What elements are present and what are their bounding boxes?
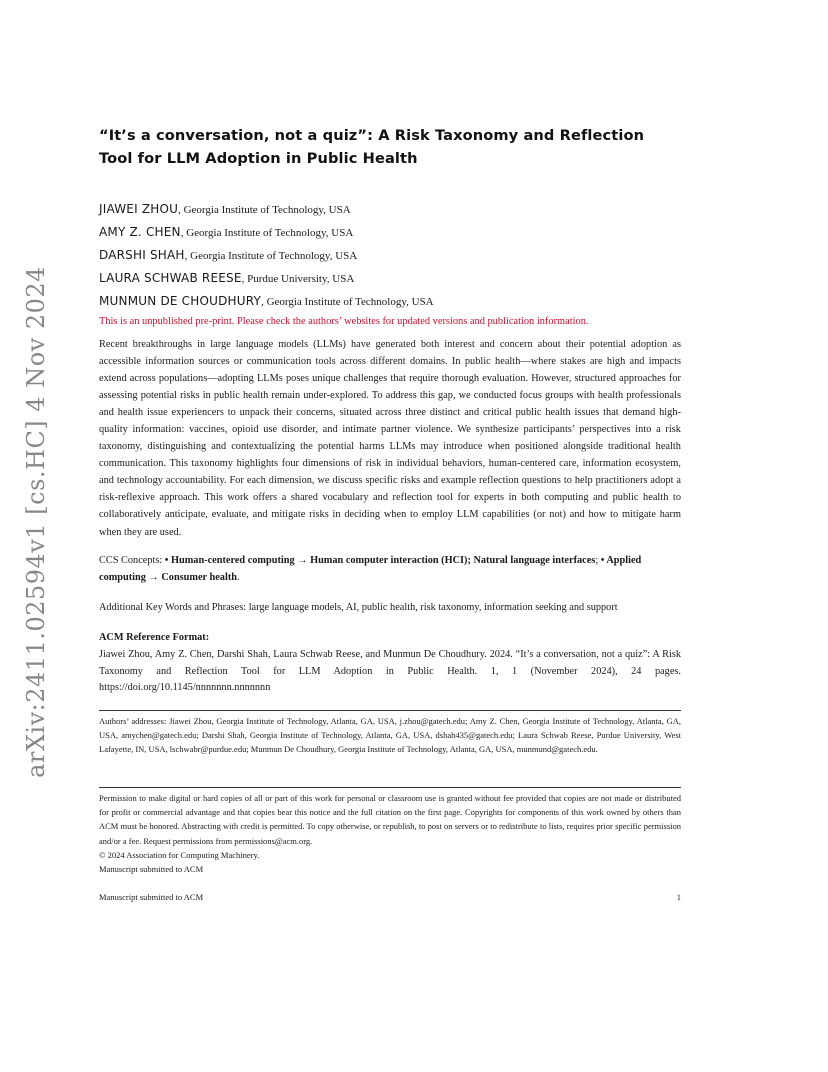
reference-text: Jiawei Zhou, Amy Z. Chen, Darshi Shah, Laura Schwab Reese, and Munmun De Choudhury. 2024. “It’s a conversation, not a quiz”: A Risk Taxonomy and Reflection Tool for LLM Adoption in Public Health. 1, 1 (November 2024), 24 pages. https://doi.org/10.1145/nnnnnnn.nnnnnnn: [99, 649, 681, 693]
author-affiliation: , Georgia Institute of Technology, USA: [178, 204, 351, 216]
ccs-concepts: [99, 552, 681, 586]
author-line: [99, 198, 681, 221]
manuscript-line: Manuscript submitted to ACM: [99, 864, 204, 875]
preprint-notice: This is an unpublished pre-print. Please check the authors’ websites for updated versions and publication information.: [99, 316, 589, 327]
reference-heading: ACM Reference Format:: [99, 632, 210, 643]
author-line: [99, 221, 681, 244]
copyright-line: © 2024 Association for Computing Machinery.: [99, 849, 260, 860]
permission-text: Permission to make digital or hard copies of all or part of this work for personal or classroom use is granted without fee provided that copies are not made or distributed for profit or commercial advantage and that copies bear this notice and the full citation on the first page. Copyrights for components of this work owned by others than ACM must be honored. Abstracting with credit is permitted. To copy otherwise, or republish, to post on servers or to redistribute to lists, requires prior specific permission and/or a fee. Request permissions from permissions@acm.org.: [99, 793, 681, 846]
permission-notice: [99, 791, 681, 876]
ccs-separator: ;: [595, 555, 601, 566]
divider: [99, 787, 681, 788]
author-name: MUNMUN DE CHOUDHURY: [99, 294, 262, 308]
ccs-item: • Human-centered computing → Human computer interaction (HCI); Natural language interfaces: [164, 555, 596, 566]
footer-manuscript: Manuscript submitted to ACM: [99, 892, 204, 902]
author-affiliation: , Purdue University, USA: [241, 273, 355, 285]
ccs-end: .: [236, 572, 240, 583]
author-line: [99, 267, 681, 290]
abstract: Recent breakthroughs in large language models (LLMs) have generated both interest and concern about their potential adoption as accessible information sources or communication tools across different domains. In public health—where stakes are high and impacts extend across populations—adopting LLMs poses unique challenges that require thorough evaluation. However, structured approaches for assessing potential risks in public health remain under-explored. To address this gap, we conducted focus groups with health professionals and health issue experiencers to unpack their concerns, situated across three distinct and critical public health issues that demand high-quality information: vaccines, opioid use disorder, and intimate partner violence. We synthesize participants’ perspectives into a risk taxonomy, distinguishing and contextualizing the potential harms LLMs may introduce when positioned alongside traditional health communication. This taxonomy highlights four dimensions of risk in individual behaviors, human-centered care, information ecosystem, and technology accountability. For each dimension, we discuss specific risks and example reflection questions to help practitioners adopt a risk-reflexive approach. This work offers a shared vocabulary and reflection tool for experts in both computing and public health to collaboratively anticipate, evaluate, and mitigate risks in deciding when to employ LLM capabilities (or not) and how to mitigate harm when they are used.: [99, 339, 681, 538]
page-number: 1: [676, 892, 681, 902]
paper-title: “It’s a conversation, not a quiz”: A Risk Taxonomy and Reflection Tool for LLM Adoption in Public Health: [99, 127, 645, 167]
ccs-label: CCS Concepts:: [99, 555, 165, 566]
author-addresses: Authors’ addresses: Jiawei Zhou, Georgia Institute of Technology, Atlanta, GA, USA, j.zhou@gatech.edu; Amy Z. Chen, Georgia Institute of Technology, Atlanta, GA, USA, amychen@gatech.edu; Darshi Shah, Georgia Institute of Technology, Atlanta, GA, USA, dshah435@gatech.edu; Laura Schwab Reese, Purdue University, West Lafayette, IN, USA, lschwabr@purdue.edu; Munmun De Choudhury, Georgia Institute of Technology, Atlanta, GA, USA, munmund@gatech.edu.: [99, 716, 681, 755]
author-affiliation: , Georgia Institute of Technology, USA: [184, 250, 358, 262]
author-name: LAURA SCHWAB REESE: [99, 271, 242, 285]
author-list: [99, 198, 681, 313]
author-affiliation: , Georgia Institute of Technology, USA: [261, 296, 434, 308]
author-name: AMY Z. CHEN: [99, 225, 181, 239]
author-affiliation: , Georgia Institute of Technology, USA: [180, 227, 354, 239]
author-name: DARSHI SHAH: [99, 248, 185, 262]
author-line: [99, 290, 681, 313]
arxiv-stamp: arXiv:2411.02594v1 [cs.HC] 4 Nov 2024: [22, 266, 50, 778]
author-line: [99, 244, 681, 267]
ccs-item: • Applied computing → Consumer health: [99, 555, 642, 583]
divider: [99, 710, 681, 711]
author-name: JIAWEI ZHOU: [99, 202, 179, 216]
keywords: Additional Key Words and Phrases: large language models, AI, public health, risk taxonomy, information seeking and support: [99, 602, 618, 613]
